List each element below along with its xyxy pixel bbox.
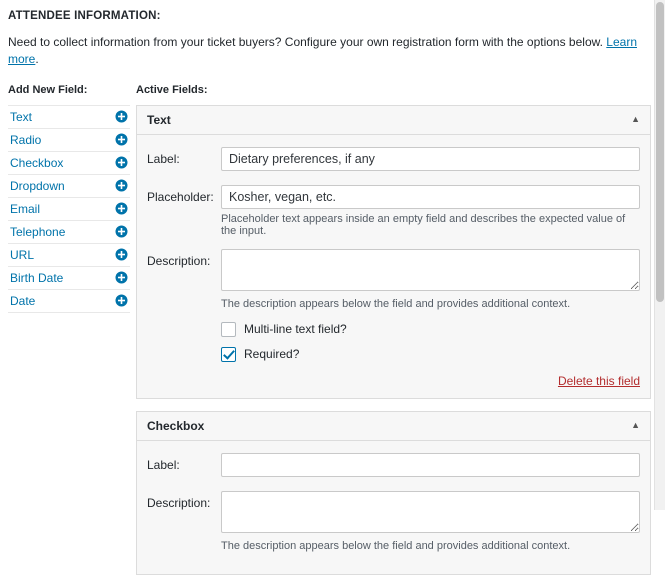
field-panel-title: Text [147,112,171,127]
description-row [147,249,640,294]
add-field-item-birth-date[interactable] [8,267,130,290]
add-field-label: URL [10,247,35,262]
label-row [147,453,640,477]
multiline-checkbox-label: Multi-line text field? [244,322,347,337]
field-panel-checkbox [136,411,651,575]
add-field-item-url[interactable] [8,244,130,267]
plus-circle-icon[interactable] [115,110,128,123]
label-input[interactable] [221,453,640,477]
plus-circle-icon[interactable] [115,294,128,307]
intro-text [8,34,651,68]
add-field-label: Radio [10,132,42,147]
add-field-label: Checkbox [10,155,64,170]
description-textarea[interactable] [221,249,640,291]
description-row [147,491,640,536]
delete-field-row [147,372,640,388]
add-field-list [8,105,130,313]
field-panel-text-body [137,135,650,398]
multiline-checkbox-row[interactable] [221,322,640,337]
learn-more-link[interactable]: Learn more [8,35,637,66]
add-field-item-email[interactable] [8,198,130,221]
add-field-item-text[interactable] [8,105,130,129]
placeholder-row-label: Placeholder: [147,189,214,204]
add-new-field-heading: Add New Field: [8,83,88,96]
required-checkbox-label: Required? [244,347,300,362]
placeholder-input[interactable] [221,185,640,209]
plus-circle-icon[interactable] [115,179,128,192]
plus-circle-icon[interactable] [115,225,128,238]
intro-suffix: . [35,51,39,66]
required-checkbox-row[interactable] [221,347,640,362]
plus-circle-icon[interactable] [115,133,128,146]
add-field-item-date[interactable] [8,290,130,313]
description-row-label: Description: [147,495,211,510]
add-new-field-column [8,84,130,313]
field-panel-text [136,105,651,399]
label-row [147,147,640,171]
field-panel-text-header[interactable] [137,106,650,135]
add-field-item-checkbox[interactable] [8,152,130,175]
description-helper-text: The description appears below the field and provides additional context. [221,539,571,552]
plus-circle-icon[interactable] [115,156,128,169]
description-helper-text: The description appears below the field and provides additional context. [221,297,571,310]
multiline-checkbox[interactable] [221,322,236,337]
label-row-label: Label: [147,457,180,472]
delete-this-field-link[interactable]: Delete this field [557,373,640,388]
active-fields-column [136,84,651,587]
description-row-label: Description: [147,253,211,268]
add-field-item-dropdown[interactable] [8,175,130,198]
add-field-label: Telephone [10,224,66,239]
add-field-item-radio[interactable] [8,129,130,152]
add-field-label: Birth Date [10,270,64,285]
field-panel-checkbox-body [137,441,650,574]
field-panel-checkbox-header[interactable] [137,412,650,441]
field-panel-title: Checkbox [147,418,205,433]
page-title: ATTENDEE INFORMATION: [8,10,161,22]
plus-circle-icon[interactable] [115,271,128,284]
placeholder-row [147,185,640,209]
intro-sentence: Need to collect information from your ticket buyers? Configure your own registration form with the options below. [8,35,603,49]
caret-up-icon[interactable]: ▲ [631,114,640,125]
add-field-label: Dropdown [10,178,65,193]
add-field-label: Date [10,293,36,308]
placeholder-helper-text: Placeholder text appears inside an empty field and describes the expected value of the input. [221,212,626,237]
plus-circle-icon[interactable] [115,248,128,261]
description-textarea[interactable] [221,491,640,533]
page-scrollbar[interactable] [654,0,665,510]
add-field-item-telephone[interactable] [8,221,130,244]
label-input[interactable] [221,147,640,171]
label-row-label: Label: [147,151,180,166]
active-fields-heading: Active Fields: [136,83,208,96]
caret-up-icon[interactable]: ▲ [631,420,640,431]
fields-columns [8,84,651,587]
scrollbar-thumb[interactable] [656,2,664,302]
add-field-label: Email [10,201,41,216]
plus-circle-icon[interactable] [115,202,128,215]
add-field-label: Text [10,109,33,124]
required-checkbox[interactable] [221,347,236,362]
